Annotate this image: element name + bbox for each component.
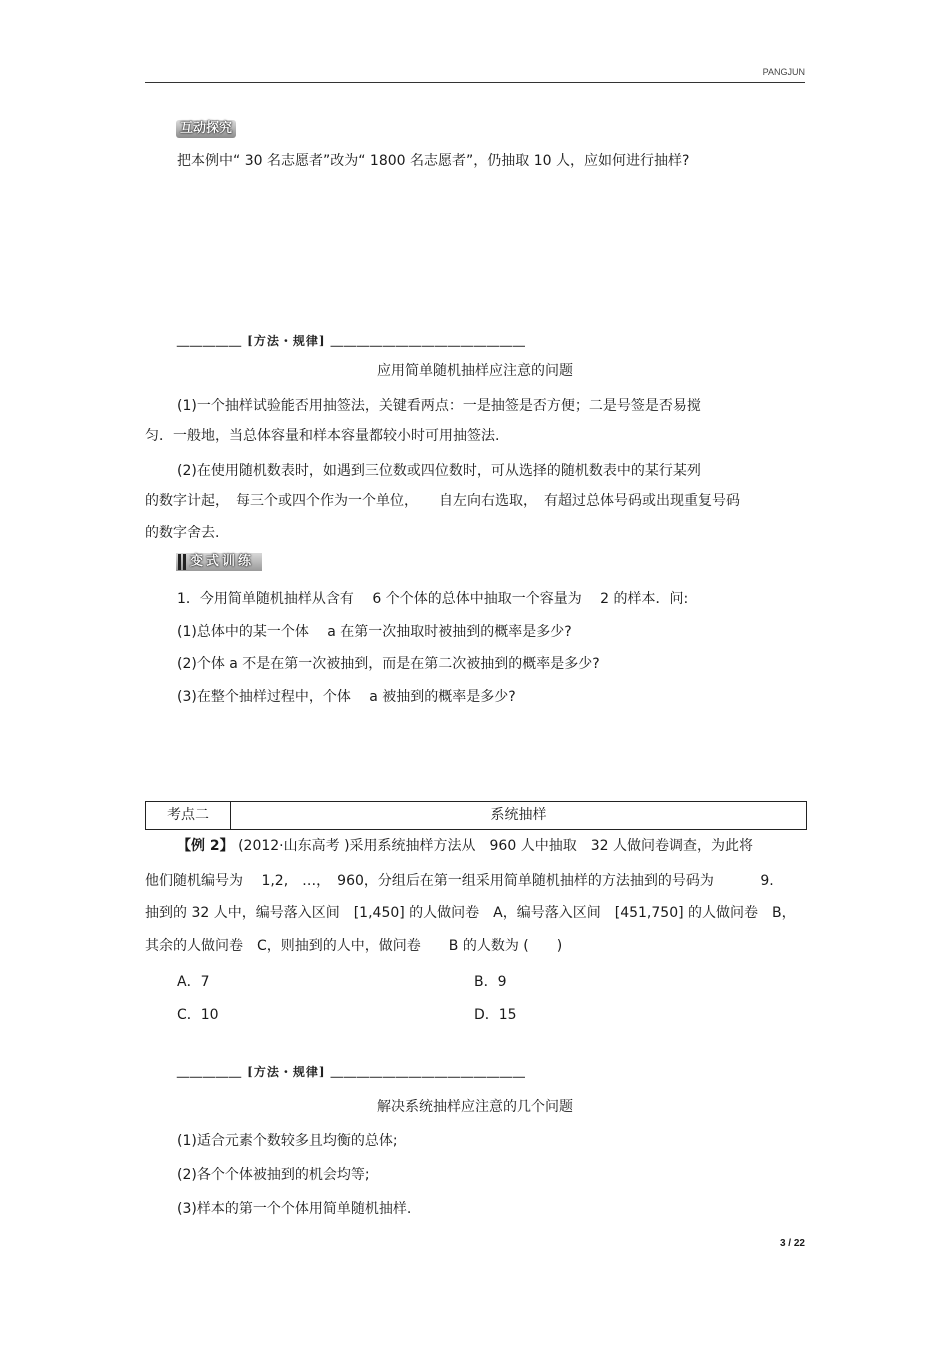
option-d: D．15 xyxy=(474,1007,517,1023)
method1-p2-line1: (2)在使用随机数表时，如遇到三位数或四位数时，可从选择的随机数表中的某行某列 xyxy=(177,463,701,479)
method2-p1: (1)适合元素个数较多且均衡的总体; xyxy=(177,1133,398,1149)
option-b: B．9 xyxy=(474,974,507,990)
method1-p2-line2: 的数字计起， 每三个或四个作为一个单位， 自左向右选取， 有超过总体号码或出现重复号码 xyxy=(145,493,740,509)
method2-p3: (3)样本的第一个个体用简单随机抽样. xyxy=(177,1201,412,1217)
method-label-1: ＿＿＿＿＿ [方法・规律] ＿＿＿＿＿＿＿＿＿＿＿＿＿＿＿ xyxy=(177,334,526,348)
variant-training-label: 变式训练 xyxy=(190,554,255,569)
variant-question-3: (3)在整个抽样过程中，个体 a 被抽到的概率是多少? xyxy=(177,689,516,705)
example2-line3: 抽到的 32 人中，编号落入区间 [1,450] 的人做问卷 A，编号落入区间 [451,750] 的人做问卷 B， xyxy=(145,905,796,921)
example2-tag: 【例 2】 xyxy=(177,838,234,854)
bars-icon xyxy=(178,554,186,570)
method-label-2: ＿＿＿＿＿ [方法・规律] ＿＿＿＿＿＿＿＿＿＿＿＿＿＿＿ xyxy=(177,1065,526,1079)
option-a: A．7 xyxy=(177,974,210,990)
method-title-1: 应用简单随机抽样应注意的问题 xyxy=(377,363,573,379)
method-title-2: 解决系统抽样应注意的几个问题 xyxy=(377,1099,573,1115)
variant-training-badge xyxy=(176,553,262,571)
method1-p1-line1: (1)一个抽样试验能否用抽签法，关键看两点：一是抽签是否方便；二是号签是否易搅 xyxy=(177,398,701,414)
exploration-question: 把本例中“ 30 名志愿者”改为“ 1800 名志愿者”，仍抽取 10 人，应如何进行抽样? xyxy=(177,153,690,169)
variant-question-1: (1)总体中的某一个体 a 在第一次抽取时被抽到的概率是多少? xyxy=(177,624,572,640)
example2-line4: 其余的人做问卷 C，则抽到的人中，做问卷 B 的人数为 ( ) xyxy=(145,938,563,954)
method1-p1-line2: 匀．一般地，当总体容量和样本容量都较小时可用抽签法. xyxy=(145,428,500,444)
variant-question-2: (2)个体 a 不是在第一次被抽到，而是在第二次被抽到的概率是多少? xyxy=(177,656,600,672)
header-text: PANGJUN xyxy=(762,67,805,77)
method1-p2-line3: 的数字舍去. xyxy=(145,525,220,541)
method2-p2: (2)各个个体被抽到的机会均等; xyxy=(177,1167,370,1183)
header-rule xyxy=(145,82,805,83)
example2-line2: 他们随机编号为 1,2, …， 960，分组后在第一组采用简单随机抽样的方法抽到的号码为 9. xyxy=(145,873,774,889)
variant-question-intro: 1．今用简单随机抽样从含有 6 个个体的总体中抽取一个容量为 2 的样本．问: xyxy=(177,591,689,607)
example2-line1 xyxy=(177,835,753,855)
interactive-exploration-badge: 互动探究 xyxy=(176,120,236,138)
kaodian-table xyxy=(145,801,807,830)
page-number: 3 / 22 xyxy=(779,1238,805,1249)
kaodian-label: 考点二 xyxy=(146,802,231,829)
option-c: C．10 xyxy=(177,1007,219,1023)
kaodian-title: 系统抽样 xyxy=(490,807,547,823)
example2-line1-text: (2012·山东高考 )采用系统抽样方法从 960 人中抽取 32 人做问卷调查，为此将 xyxy=(233,838,753,854)
